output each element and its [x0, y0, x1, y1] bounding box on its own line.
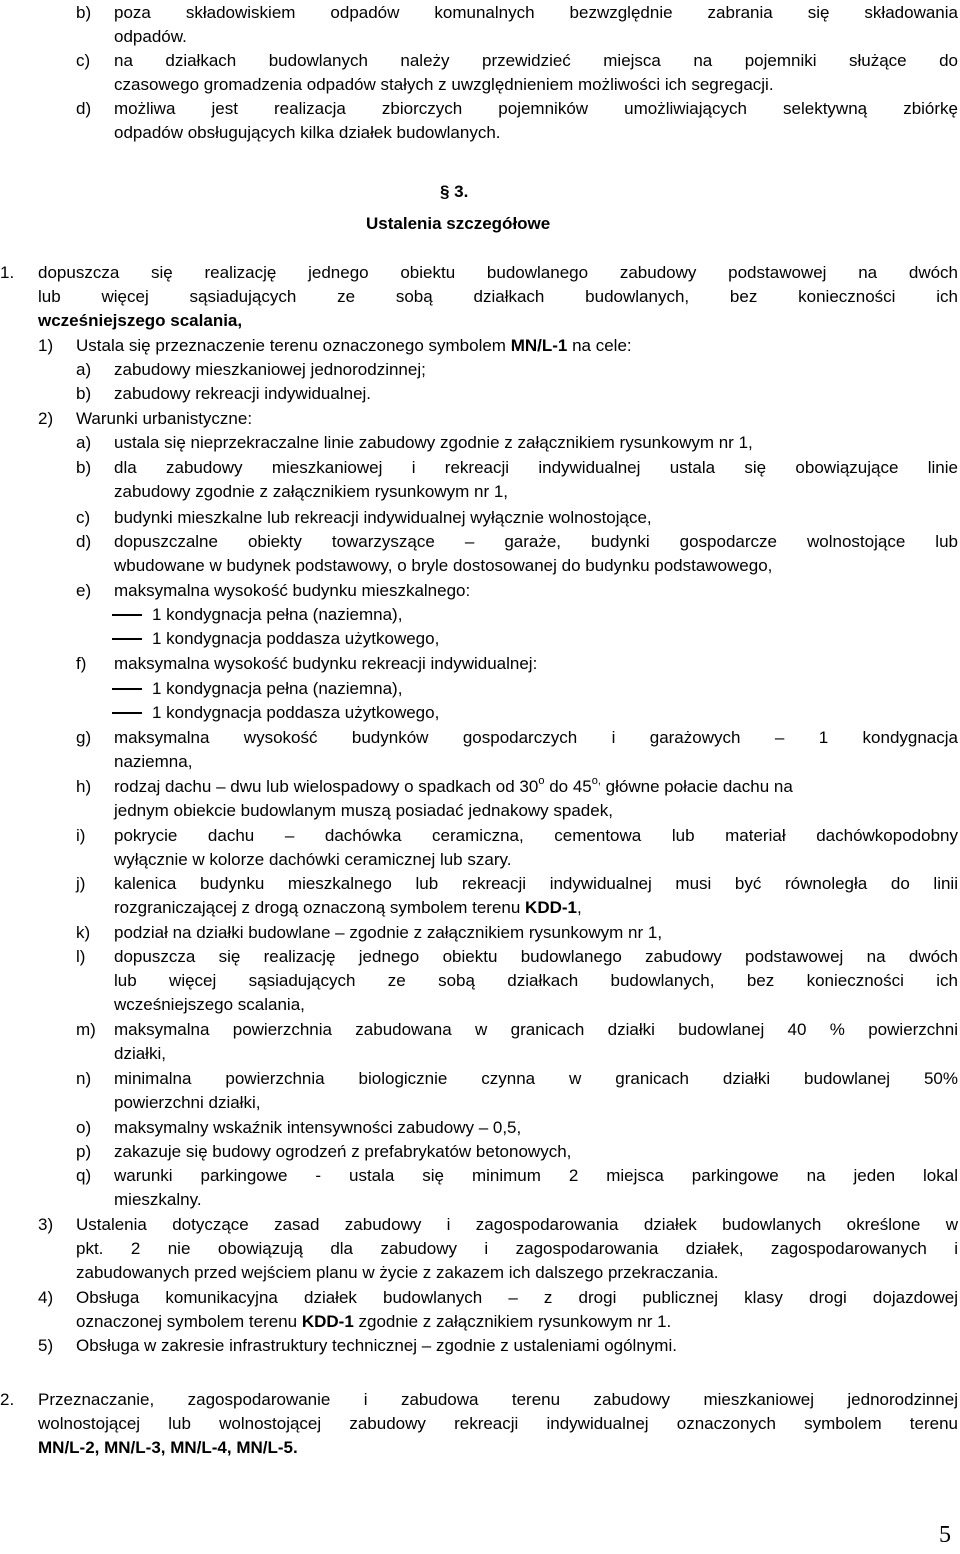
text-line: podział na działki budowlane – zgodnie z załącznikiem rysunkowym nr 1,: [114, 923, 663, 942]
text-line: działki,: [114, 1044, 166, 1063]
text-line: 1 kondygnacja pełna (naziemna),: [152, 605, 403, 624]
list-label: n): [76, 1069, 92, 1088]
text-line: maksymalna wysokość budynku mieszkalnego:: [114, 581, 471, 600]
text-line: mieszkalny.: [114, 1190, 202, 1209]
text-line: maksymalna wysokość budynku rekreacji indywidualnej:: [114, 654, 538, 673]
text-line: Warunki urbanistyczne:: [76, 409, 253, 428]
list-label: j): [76, 874, 86, 893]
text-line: Ustalenia dotyczące zasad zabudowy i zagospodarowania działek budowlanych określone w: [76, 1215, 958, 1234]
terrain-symbol: wcześniejszego scalania,: [38, 311, 243, 330]
list-label: k): [76, 923, 91, 942]
text-line: pokrycie dachu – dachówka ceramiczna, cementowa lub materiał dachówkopodobny: [114, 826, 958, 845]
text-line: na działkach budowlanych należy przewidzieć miejsca na pojemniki służące do: [114, 51, 958, 70]
text-line: jednym obiekcie budowlanym muszą posiadać jednakowy spadek,: [114, 801, 613, 820]
text-line: odpadów obsługujących kilka działek budowlanych.: [114, 123, 501, 142]
list-label: p): [76, 1142, 92, 1161]
text-line: zabudowy zgodnie z załącznikiem rysunkowym nr 1,: [114, 482, 509, 501]
list-label: 2): [38, 409, 54, 428]
list-label: m): [76, 1020, 96, 1039]
text-line: dla zabudowy mieszkaniowej i rekreacji indywidualnej ustala się obowiązujące linie: [114, 458, 958, 477]
text-line: zabudowanych przed wejściem planu w życie z zakazem ich dalszego przekraczania.: [76, 1263, 719, 1282]
list-label: 3): [38, 1215, 54, 1234]
text-line: zakazuje się budowy ogrodzeń z prefabrykatów betonowych,: [114, 1142, 572, 1161]
text-line: dopuszcza się realizację jednego obiektu budowlanego zabudowy podstawowej na dwóch: [114, 947, 958, 966]
text-line: poza składowiskiem odpadów komunalnych bezwzględnie zabrania się składowania: [114, 3, 958, 22]
text-line: rozgraniczającej z drogą oznaczoną symbolem terenu KDD-1,: [114, 898, 582, 917]
text-line: naziemna,: [114, 752, 193, 771]
list-label: 1): [38, 336, 54, 355]
list-label: g): [76, 728, 92, 747]
terrain-symbol: MN/L-1: [510, 336, 568, 355]
text-line: kalenica budynku mieszkalnego lub rekreacji indywidualnej musi być równoległa do linii: [114, 874, 958, 893]
list-label: 4): [38, 1288, 54, 1307]
dash-bullet: [112, 614, 142, 616]
list-label: l): [76, 947, 86, 966]
text-line: 1 kondygnacja poddasza użytkowego,: [152, 703, 440, 722]
text-line: Obsługa komunikacyjna działek budowlanych – z drogi publicznej klasy drogi dojazdowej: [76, 1288, 958, 1307]
terrain-symbols: MN/L-2, MN/L-3, MN/L-4, MN/L-5.: [38, 1438, 298, 1457]
text-line: rodzaj dachu – dwu lub wielospadowy o spadkach od 30$^o$ do $45^{o,}$ główne połacie dachu na: [114, 775, 793, 796]
text-line: odpadów.: [114, 27, 187, 46]
text-line: 1 kondygnacja pełna (naziemna),: [152, 679, 403, 698]
text-line: wolnostojącej lub wolnostojącej zabudowy rekreacji indywidualnej oznaczonych symbolem terenu: [38, 1414, 958, 1433]
dash-bullet: [112, 638, 142, 640]
text-line: zabudowy rekreacji indywidualnej.: [114, 384, 372, 403]
list-label: 5): [38, 1336, 54, 1355]
list-label: d): [76, 532, 92, 551]
text-line: czasowego gromadzenia odpadów stałych z uwzględnieniem możliwości ich segregacji.: [114, 75, 774, 94]
text-line: ustala się nieprzekraczalne linie zabudowy zgodnie z załącznikiem rysunkowym nr 1,: [114, 433, 753, 452]
text-line: wbudowane w budynek podstawowy, o bryle dostosowanej do budynku podstawowego,: [114, 556, 773, 575]
list-label: e): [76, 581, 92, 600]
text-line: 1 kondygnacja poddasza użytkowego,: [152, 629, 440, 648]
list-label: q): [76, 1166, 92, 1185]
list-label: h): [76, 777, 92, 796]
text-line: Obsługa w zakresie infrastruktury technicznej – zgodnie z ustaleniami ogólnymi.: [76, 1336, 677, 1355]
list-label: a): [76, 433, 92, 452]
text-line: Ustala się przeznaczenie terenu oznaczonego symbolem MN/L-1 na cele:: [76, 336, 632, 355]
text-line: lub więcej sąsiadujących ze sobą działkach budowlanych, bez konieczności ich: [114, 971, 958, 990]
text-line: dopuszczalne obiekty towarzyszące – garaże, budynki gospodarcze wolnostojące lub: [114, 532, 958, 551]
text-line: oznaczonej symbolem terenu KDD-1 zgodnie z załącznikiem rysunkowym nr 1.: [76, 1312, 672, 1331]
list-label: c): [76, 51, 91, 70]
text-line: lub więcej sąsiadujących ze sobą działkach budowlanych, bez konieczności ich: [38, 287, 958, 306]
list-label: d): [76, 99, 92, 118]
paragraph-number: 2.: [0, 1390, 15, 1409]
dash-bullet: [112, 712, 142, 714]
dash-bullet: [112, 688, 142, 690]
text-line: zabudowy mieszkaniowej jednorodzinnej;: [114, 360, 426, 379]
text-line: możliwa jest realizacja zbiorczych pojemników umożliwiających selektywną zbiórkę: [114, 99, 958, 118]
text-line: pkt. 2 nie obowiązują dla zabudowy i zagospodarowania działek, zagospodarowanych i: [76, 1239, 958, 1258]
text-line: powierzchni działki,: [114, 1093, 261, 1112]
list-label: i): [76, 826, 86, 845]
terrain-symbol: KDD-1: [301, 1312, 354, 1331]
section-title: Ustalenia szczegółowe: [366, 214, 551, 233]
text-line: maksymalna powierzchnia zabudowana w granicach działki budowlanej 40 % powierzchni: [114, 1020, 958, 1039]
text-line: minimalna powierzchnia biologicznie czynna w granicach działki budowlanej 50%: [114, 1069, 958, 1088]
text-line: warunki parkingowe - ustala się minimum 2 miejsca parkingowe na jeden lokal: [114, 1166, 958, 1185]
list-label: c): [76, 508, 91, 527]
list-label: b): [76, 458, 92, 477]
text-line: maksymalna wysokość budynków gospodarczych i garażowych – 1 kondygnacja: [114, 728, 958, 747]
list-label: b): [76, 3, 92, 22]
list-label: a): [76, 360, 92, 379]
text-line: wcześniejszego scalania,: [114, 995, 305, 1014]
section-number: § 3.: [440, 182, 469, 201]
text-line: dopuszcza się realizację jednego obiektu budowlanego zabudowy podstawowej na dwóch: [38, 263, 958, 282]
list-label: o): [76, 1118, 92, 1137]
text-line: budynki mieszkalne lub rekreacji indywidualnej wyłącznie wolnostojące,: [114, 508, 652, 527]
terrain-symbol: KDD-1: [525, 898, 577, 917]
text-line: maksymalny wskaźnik intensywności zabudowy – 0,5,: [114, 1118, 522, 1137]
list-label: f): [76, 654, 87, 673]
paragraph-number: 1.: [0, 263, 15, 282]
text-line: Przeznaczanie, zagospodarowanie i zabudowa terenu zabudowy mieszkaniowej jednorodzinnej: [38, 1390, 958, 1409]
list-label: b): [76, 384, 92, 403]
page-number: 5: [939, 1522, 951, 1548]
text-line: wyłącznie w kolorze dachówki ceramicznej lub szary.: [114, 850, 512, 869]
